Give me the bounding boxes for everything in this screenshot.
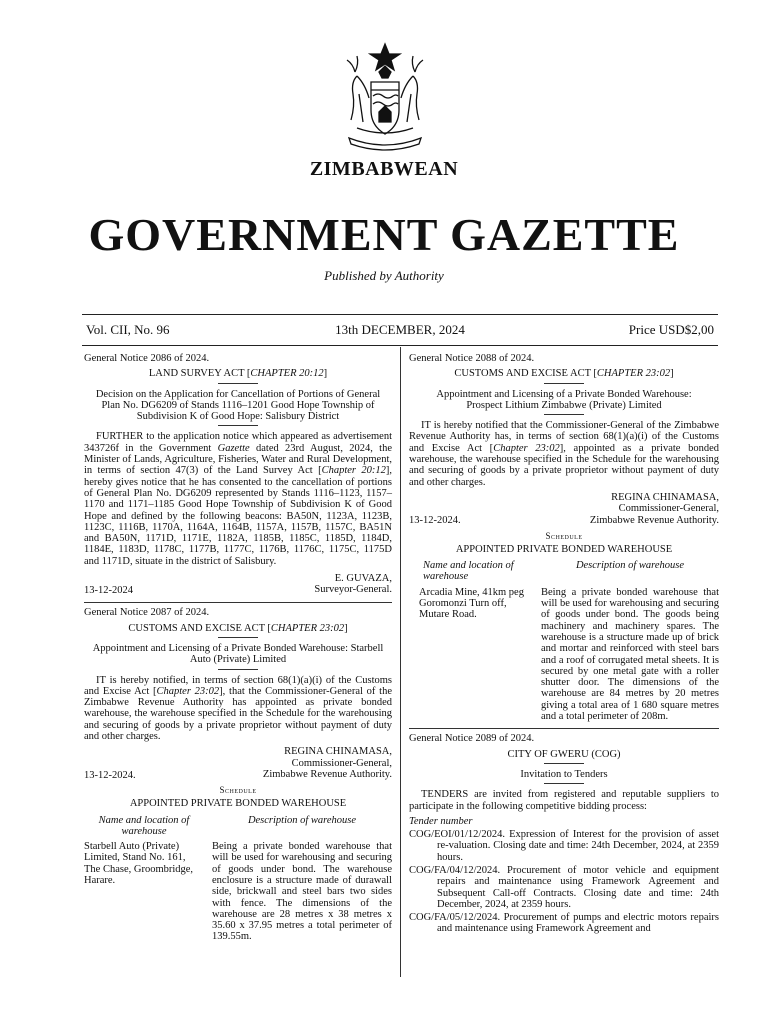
notice-date: 13-12-2024. bbox=[84, 769, 136, 781]
notice-separator bbox=[409, 728, 719, 729]
coat-of-arms-emblem bbox=[335, 42, 435, 152]
tender-item: COG/FA/04/12/2024. Procurement of motor vehicle and equipment repairs and maintenance using Framework Agreement and Subsequent Call-off Contracts. Closing date and time: 24th December, 2024, at 2359 hours. bbox=[409, 864, 719, 910]
short-rule bbox=[544, 783, 584, 784]
gazette-title: GOVERNMENT GAZETTE bbox=[88, 209, 680, 260]
act-title: CUSTOMS AND EXCISE ACT [CHAPTER 23:02] bbox=[128, 622, 348, 634]
signatory-name: REGINA CHINAMASA, bbox=[284, 746, 392, 758]
act-title: LAND SURVEY ACT [CHAPTER 20:12] bbox=[148, 368, 328, 380]
tender-number-label: Tender number bbox=[409, 815, 473, 827]
short-rule bbox=[218, 425, 258, 426]
warehouse-location: Starbell Auto (Private) Limited, Stand No. 161, The Chase, Groombridge, Harare. bbox=[84, 841, 194, 886]
warehouse-location: Arcadia Mine, 41km peg Goromonzi Turn off, Mutare Road. bbox=[419, 586, 524, 621]
notice-body: TENDERS are invited from registered and reputable suppliers to participate in the following competitive bidding process: bbox=[409, 789, 719, 812]
notice-subject: Appointment and Licensing of a Private Bonded Warehouse: Prospect Lithium Zimbabwe (Private) Limited bbox=[436, 388, 692, 411]
schedule-table-row bbox=[409, 587, 719, 723]
signatory-title: Commissioner-General, bbox=[618, 503, 719, 515]
schedule-label: Schedule bbox=[545, 530, 583, 541]
signatory-title: Commissioner-General, bbox=[291, 757, 392, 769]
schedule-table-header bbox=[84, 815, 392, 838]
signatory-organisation: Zimbabwe Revenue Authority. bbox=[589, 514, 719, 526]
notice-date: 13-12-2024 bbox=[84, 585, 133, 597]
column-header-description: Description of warehouse bbox=[575, 560, 685, 572]
signatory-name: REGINA CHINAMASA, bbox=[611, 491, 719, 503]
notice-subject: Decision on the Application for Cancellation of Portions of General Plan No. DG6209 of Stands 1116–1201 Good Hope Township of Subdivision K of Good Hope: Salisbury District bbox=[95, 388, 381, 423]
notice-2086 bbox=[84, 353, 392, 603]
signatory-organisation: Zimbabwe Revenue Authority. bbox=[262, 768, 392, 780]
organisation-name: CITY OF GWERU (COG) bbox=[507, 748, 621, 760]
schedule-table-header bbox=[409, 560, 719, 583]
notice-body: IT is hereby notified that the Commissioner-General of the Zimbabwe Revenue Authority has, in terms of section 68(1)(a)(i) of the Customs and Excise Act [Chapter 23:02], appointed as a private bonded warehouse, the warehouse specified in the Schedule for the warehousing and securing of goods by a private proprietor without payment of duty and other charges. bbox=[409, 420, 720, 488]
act-title: CUSTOMS AND EXCISE ACT [CHAPTER 23:02] bbox=[454, 368, 674, 380]
notice-number: General Notice 2086 of 2024. bbox=[84, 353, 210, 364]
issue-bar bbox=[82, 314, 718, 346]
issue-price: Price USD$2,00 bbox=[628, 322, 714, 337]
tender-item: COG/EOI/01/12/2024. Expression of Interest for the provision of asset re-valuation. Closing date and time: 24th December, 2024, at 2359 hours. bbox=[409, 829, 719, 863]
short-rule bbox=[544, 763, 584, 764]
column-divider bbox=[400, 347, 401, 977]
notice-body: IT is hereby notified, in terms of section 68(1)(a)(i) of the Customs and Excise Act [Chapter 23:02], that the Commissioner-General of the Zimbabwe Revenue Authority has appointed as private bonded warehouse, the warehouse specified in the Schedule for the warehousing and securing of goods by a private proprietor without payment of duty and other charges. bbox=[84, 674, 392, 743]
tagline: Published by Authority bbox=[324, 268, 444, 283]
notice-2089 bbox=[409, 733, 719, 934]
short-rule bbox=[218, 383, 258, 384]
signatory-name: E. GUVAZA, bbox=[334, 573, 392, 585]
schedule-label: Schedule bbox=[219, 784, 257, 795]
notice-2087 bbox=[84, 607, 392, 942]
schedule-heading: APPOINTED PRIVATE BONDED WAREHOUSE bbox=[129, 798, 347, 810]
column-header-location: Name and location of warehouse bbox=[423, 560, 514, 583]
volume-number: Vol. CII, No. 96 bbox=[86, 322, 170, 337]
short-rule bbox=[218, 637, 258, 638]
column-header-description: Description of warehouse bbox=[247, 814, 357, 826]
schedule-heading: APPOINTED PRIVATE BONDED WAREHOUSE bbox=[455, 543, 673, 555]
notice-2088 bbox=[409, 353, 719, 729]
warehouse-description: Being a private bonded warehouse that will be used for warehousing and securing of goods under bond. The goods being machinery and machinery spares. The warehouse is a structure made up of brick and mortar and reinforced with steel bars and a roof of corrugated metal sheets. It is secured by one metal gate with a roller shutter door. The dimensions of the warehouse are 84 metres by 20 metres giving a total area of 1 680 square metres and a total perimeter of 208m. bbox=[541, 586, 719, 723]
signatory-title: Surveyor-General. bbox=[314, 584, 392, 596]
short-rule bbox=[544, 414, 584, 415]
masthead bbox=[0, 0, 768, 312]
right-column bbox=[409, 350, 719, 937]
notice-separator bbox=[84, 602, 392, 603]
notice-number: General Notice 2089 of 2024. bbox=[409, 733, 535, 745]
notice-date: 13-12-2024. bbox=[409, 515, 461, 527]
column-header-location: Name and location of warehouse bbox=[98, 814, 190, 837]
notice-number: General Notice 2088 of 2024. bbox=[409, 353, 535, 364]
warehouse-description: Being a private bonded warehouse that will be used for warehousing and securing of goods under bond. The warehouse enclosure is a structure made of durawall side, brickwall and steel bars two sides with fence. The dimensions of the warehouse are 28 metres x 38 metres x 35.60 x 37.95 metres a total perimeter of 139.55m. bbox=[212, 841, 392, 943]
schedule-table-row bbox=[84, 841, 392, 943]
notice-body: FURTHER to the application notice which appeared as advertisement 343726f in the Government Gazette dated 23rd August, 2024, the Minister of Lands, Agriculture, Fisheries, Water and Rural Development, in terms of section 47(3) of the Land Survey Act [Chapter 20:12], hereby gives notice that he has consented to the cancellation of portions of General Plan No. DG6209 represented by Stands 1116–1123, 1157–1170 and 1171–1185 Good Hope Township of Subdivision K of Good Hope and defined by the following beacons: BA50N, 1123A, 1123B, 1123C, 1116B, 1170A, 1164A, 1164B, 1157A, 1157B, 1157C, BA51N and BA50N, 1171D, 1171E, 1182A, 1185B, 1185C, 1185D, 1184D, 1184E, 1183D, 1178C, 1177B, 1177C, 1176B, 1176C, 1175C, 1175D and 1171D, situate in the district of Salisbury. bbox=[84, 431, 392, 567]
left-column bbox=[84, 350, 392, 943]
tender-item: COG/FA/05/12/2024. Procurement of pumps and electric motors repairs and maintenance using Framework Agreement and bbox=[409, 912, 719, 935]
notice-subject: Invitation to Tenders bbox=[520, 768, 608, 780]
notice-number: General Notice 2087 of 2024. bbox=[84, 607, 210, 619]
short-rule bbox=[218, 669, 258, 670]
short-rule bbox=[544, 383, 584, 384]
notice-subject: Appointment and Licensing of a Private Bonded Warehouse: Starbell Auto (Private) Limited bbox=[92, 642, 384, 666]
paper-name: ZIMBABWEAN bbox=[309, 158, 459, 180]
issue-date: 13th DECEMBER, 2024 bbox=[335, 322, 465, 337]
